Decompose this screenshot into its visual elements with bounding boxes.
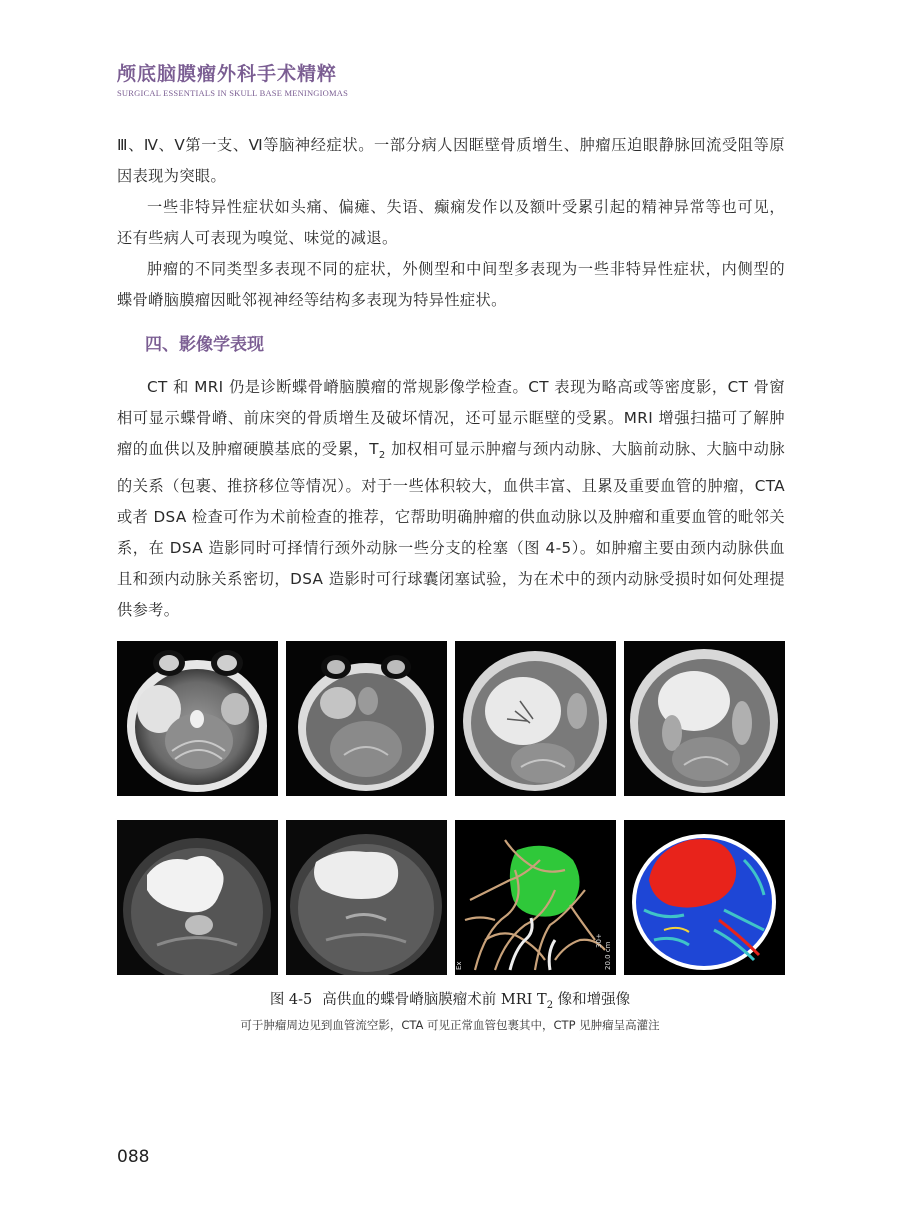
cta-panel <box>455 820 616 975</box>
cta-overlay-text-1: 30+ <box>595 933 603 948</box>
cta-overlay-text-3: Ex <box>455 961 463 970</box>
paragraph-3: 肿瘤的不同类型多表现不同的症状，外侧型和中间型多表现为一些非特异性症状，内侧型的蝶骨嵴脑膜瘤因毗邻视神经等结构多表现为特异性症状。 <box>117 260 785 309</box>
imaging-text-part-2: 加权相可显示肿瘤与颈内动脉、大脑前动脉、大脑中动脉的关系（包裹、推挤移位等情况）。对于一些体积较大，血供丰富、且累及重要血管的肿瘤，CTA 或者 DSA 检查可作为术前检查的推荐，它帮助明确肿瘤的供血动脉以及肿瘤和重要血管的毗邻关系，在 DSA 造影同时可择情行颈外动脉一些分支的栓塞（图 4-5）。如肿瘤主要由颈内动脉供血且和颈内动脉关系密切，DSA 造影时可行球囊闭塞试验，为在术中的颈内动脉受损时如何处理提供参考。 <box>117 440 785 620</box>
imaging-paragraph <box>117 372 785 626</box>
book-subtitle: SURGICAL ESSENTIALS IN SKULL BASE MENINGIOMAS <box>117 88 349 98</box>
page-number: 088 <box>117 1147 150 1167</box>
caption-text-part-2: 像和增强像 <box>553 992 631 1008</box>
section-body <box>117 372 785 626</box>
t2-subscript: 2 <box>378 450 386 462</box>
figure-label: 图 4-5 <box>269 992 313 1008</box>
mri-t2-panel-1 <box>117 641 278 796</box>
mri-t2-panel-2 <box>286 641 447 796</box>
caption-subscript: 2 <box>546 999 554 1011</box>
figure-caption <box>0 988 900 1011</box>
figure-note: 可于肿瘤周边见到血管流空影，CTA 可见正常血管包裹其中，CTP 见肿瘤呈高灌注 <box>240 1018 660 1032</box>
imaging-text-part-1: CT 和 MRI 仍是诊断蝶骨嵴脑膜瘤的常规影像学检查。CT 表现为略高或等密度影，CT 骨窗相可显示蝶骨嵴、前床突的骨质增生及破坏情况，还可显示眶壁的受累。MRI 增强扫描可了解肿瘤的血供以及肿瘤硬膜基底的受累，T <box>117 378 785 458</box>
paragraph-1: Ⅲ、Ⅳ、Ⅴ第一支、Ⅵ等脑神经症状。一部分病人因眶壁骨质增生、肿瘤压迫眼静脉回流受阻等原因表现为突眼。 <box>117 136 785 185</box>
mri-contrast-panel-2 <box>286 820 447 975</box>
book-title: 颅底脑膜瘤外科手术精粹 <box>117 63 338 85</box>
paragraph-2: 一些非特异性症状如头痛、偏瘫、失语、癫痫发作以及额叶受累引起的精神异常等也可见，还有些病人可表现为嗅觉、味觉的减退。 <box>117 198 785 247</box>
running-header <box>117 62 348 98</box>
caption-text-part-1: 高供血的蝶骨嵴脑膜瘤术前 MRI T <box>322 992 547 1008</box>
mri-t2-panel-3 <box>455 641 616 796</box>
figure-4-5 <box>117 641 785 975</box>
mri-contrast-panel-1 <box>117 820 278 975</box>
section-heading: 四、影像学表现 <box>145 335 264 355</box>
cta-overlay-text-2: 20.0 cm <box>604 941 612 970</box>
body-paragraphs <box>117 130 785 316</box>
ctp-panel <box>624 820 785 975</box>
mri-t2-panel-4 <box>624 641 785 796</box>
